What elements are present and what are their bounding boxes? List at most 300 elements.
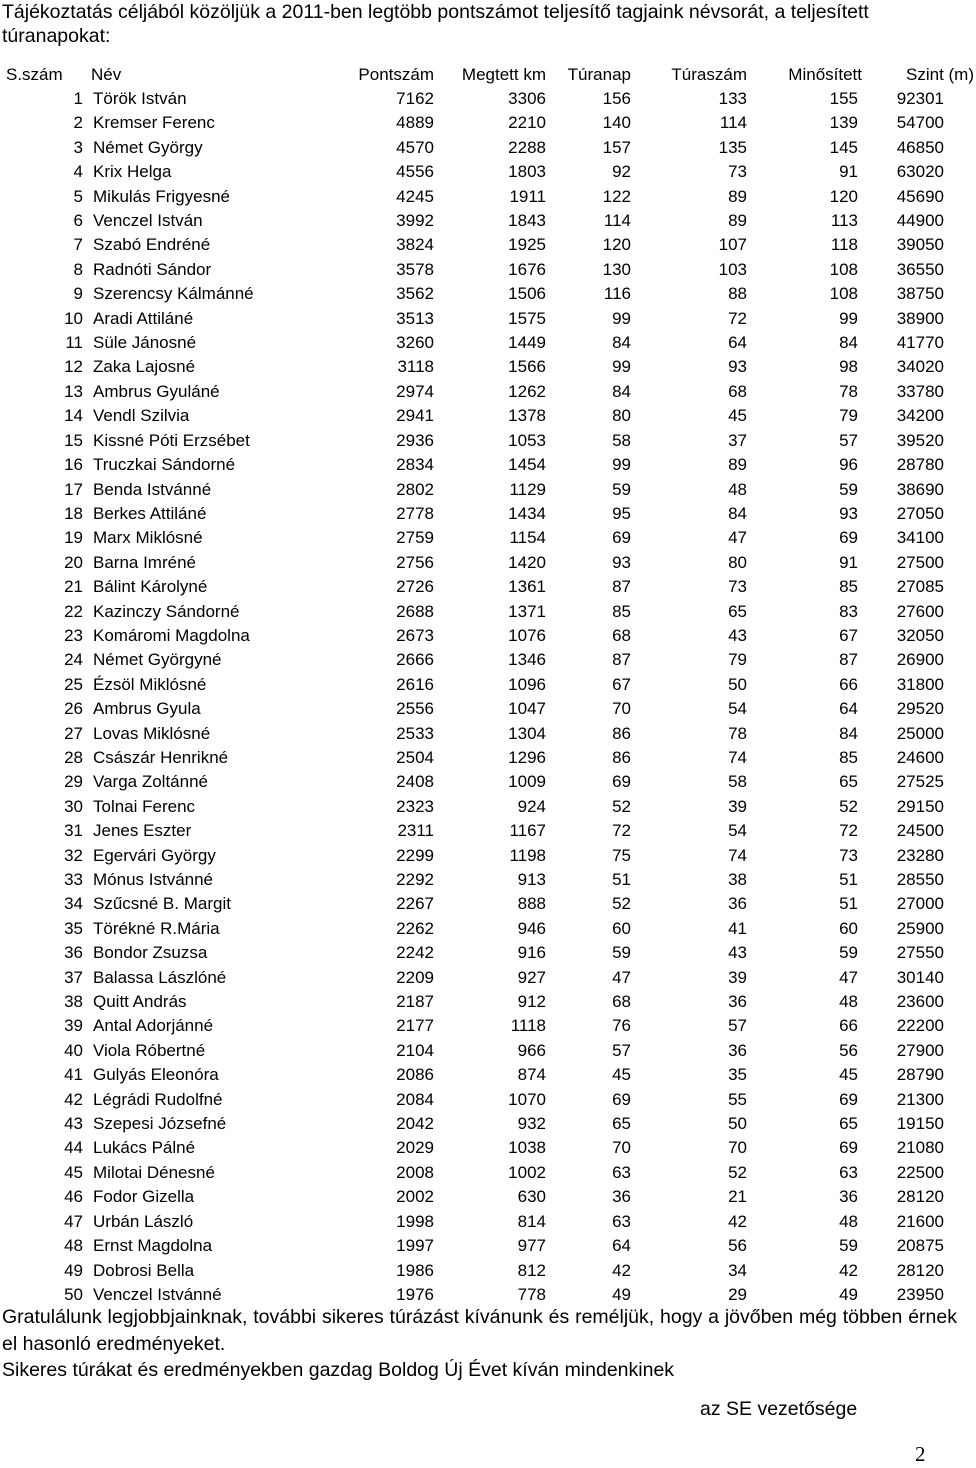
table-row [0,526,976,550]
cell-name: Szerencsy Kálmánné [93,284,254,304]
table-row [0,429,976,453]
cell-elevation: 25900 [896,918,944,938]
cell-qualified: 66 [839,1016,858,1036]
cell-rank: 1 [73,89,83,108]
cell-points: 2759 [396,528,434,548]
cell-qualified: 52 [839,796,858,816]
cell-points: 2504 [396,747,434,767]
cell-rank: 39 [64,1016,83,1036]
cell-km: 888 [517,894,546,914]
cell-km: 1506 [508,284,546,304]
cell-rank: 24 [64,650,83,670]
table-row [0,478,976,502]
cell-qualified: 42 [839,1260,858,1280]
cell-points: 2726 [396,577,434,597]
cell-tour-days: 57 [612,1040,631,1060]
cell-tour-days: 64 [612,1236,631,1256]
table-row [0,502,976,526]
cell-points: 2086 [396,1065,434,1085]
cell-tour-days: 42 [612,1260,631,1280]
cell-name: Jenes Eszter [93,821,192,841]
cell-points: 3562 [396,284,434,304]
cell-tour-count: 88 [728,284,747,304]
cell-points: 2673 [396,625,434,645]
cell-km: 1454 [508,455,546,475]
cell-rank: 20 [64,552,83,572]
table-row [0,844,976,868]
cell-qualified: 91 [839,552,858,572]
cell-elevation: 32050 [896,625,944,645]
cell-km: 1449 [508,333,546,353]
cell-tour-days: 84 [612,333,631,353]
cell-tour-count: 41 [728,918,747,938]
cell-tour-days: 92 [612,162,631,182]
cell-qualified: 108 [829,284,858,304]
cell-tour-days: 60 [612,918,631,938]
cell-elevation: 36550 [896,259,944,279]
cell-km: 1434 [508,503,546,523]
cell-points: 2834 [396,455,434,475]
cell-points: 3513 [396,308,434,328]
cell-km: 814 [517,1211,546,1231]
cell-name: Urbán László [93,1211,194,1231]
cell-elevation: 92301 [896,89,944,108]
cell-tour-count: 68 [728,381,747,401]
cell-tour-days: 140 [602,113,631,133]
cell-rank: 46 [64,1187,83,1207]
cell-points: 1997 [396,1236,434,1256]
cell-points: 2299 [396,845,434,865]
cell-name: Szepesi Józsefné [93,1114,227,1134]
cell-points: 2042 [396,1114,434,1134]
cell-km: 946 [517,918,546,938]
cell-rank: 49 [64,1260,83,1280]
cell-tour-count: 64 [728,333,747,353]
cell-name: Vendl Szilvia [93,406,190,426]
table-row [0,331,976,355]
cell-qualified: 120 [829,186,858,206]
cell-qualified: 69 [839,1138,858,1158]
cell-km: 1262 [508,381,546,401]
cell-name: Truczkai Sándorné [93,455,236,475]
cell-qualified: 85 [839,577,858,597]
cell-tour-days: 93 [612,552,631,572]
cell-tour-days: 36 [612,1187,631,1207]
cell-name: Marx Miklósné [93,528,203,548]
cell-points: 2029 [396,1138,434,1158]
cell-name: Szabó Endréné [93,235,211,255]
cell-tour-days: 51 [612,870,631,889]
cell-elevation: 29520 [896,699,944,719]
table-row [0,746,976,770]
cell-points: 2242 [396,943,434,963]
cell-tour-count: 50 [728,674,747,694]
cell-km: 916 [517,943,546,963]
cell-tour-days: 68 [612,992,631,1012]
cell-rank: 3 [73,137,83,157]
cell-tour-count: 89 [728,211,747,231]
cell-rank: 38 [64,992,83,1012]
cell-elevation: 34020 [896,357,944,377]
cell-tour-count: 21 [728,1187,747,1207]
cell-elevation: 21080 [896,1138,944,1158]
cell-tour-count: 34 [728,1260,747,1280]
cell-points: 2666 [396,650,434,670]
cell-qualified: 69 [839,528,858,548]
cell-tour-days: 116 [603,284,631,304]
cell-rank: 9 [73,284,83,304]
cell-qualified: 59 [839,943,858,963]
cell-points: 2084 [396,1089,434,1109]
cell-elevation: 38900 [896,308,944,328]
cell-elevation: 22500 [896,1162,944,1182]
cell-name: Varga Zoltánné [93,772,208,792]
cell-name: Kissné Póti Erzsébet [93,430,250,450]
cell-elevation: 38690 [896,479,944,499]
cell-km: 1118 [510,1016,546,1036]
table-row [0,1088,976,1112]
cell-tour-count: 39 [728,796,747,816]
cell-name: Viola Róbertné [93,1040,206,1060]
table-row [0,648,976,672]
cell-tour-count: 73 [728,162,747,182]
cell-points: 2323 [396,796,434,816]
table-row [0,185,976,209]
cell-tour-days: 114 [603,211,631,231]
cell-points: 2778 [396,503,434,523]
cell-tour-days: 157 [602,137,631,157]
table-row [0,868,976,892]
cell-rank: 23 [64,625,83,645]
cell-elevation: 24600 [896,747,944,767]
cell-km: 1053 [508,430,546,450]
table-row [0,917,976,941]
cell-rank: 18 [64,503,83,523]
cell-elevation: 24500 [896,821,944,841]
cell-km: 812 [517,1260,546,1280]
cell-km: 1575 [508,308,546,328]
cell-name: Tolnai Ferenc [93,796,196,816]
table-row [0,966,976,990]
table-row [0,258,976,282]
cell-tour-count: 48 [728,479,747,499]
cell-tour-count: 72 [728,308,747,328]
cell-km: 1566 [508,357,546,377]
cell-name: Venczel István [93,211,203,231]
cell-tour-days: 63 [612,1162,631,1182]
cell-name: Quitt András [93,992,187,1012]
cell-tour-count: 36 [728,894,747,914]
cell-elevation: 25000 [896,723,944,743]
cell-rank: 33 [64,870,83,889]
cell-name: Lovas Miklósné [93,723,211,743]
cell-km: 1676 [508,259,546,279]
cell-qualified: 48 [839,1211,858,1231]
cell-points: 2008 [396,1162,434,1182]
cell-km: 1002 [508,1162,546,1182]
cell-tour-days: 72 [612,821,631,841]
cell-name: Antal Adorjánné [93,1016,214,1036]
cell-km: 1009 [508,772,546,792]
cell-name: Bálint Károlyné [93,577,208,597]
header-elevation: Szint (m) [906,65,974,84]
cell-qualified: 45 [839,1065,858,1085]
cell-tour-count: 47 [728,528,747,548]
cell-name: Szűcsné B. Margit [93,894,231,914]
cell-points: 2104 [396,1040,434,1060]
closing-congratulation: Gratulálunk legjobbjainknak, további sikeres túrázást kívánunk és reméljük, hogy a jövőben még többen érnek el hasonló eredményeket. [2,1306,957,1355]
cell-tour-days: 75 [612,845,631,865]
cell-tour-days: 120 [602,235,631,255]
cell-tour-count: 89 [728,186,747,206]
cell-tour-count: 89 [728,455,747,475]
cell-tour-days: 87 [612,577,631,597]
cell-elevation: 41770 [896,333,944,353]
cell-km: 1843 [508,211,546,231]
cell-km: 932 [517,1114,546,1134]
cell-rank: 32 [64,845,83,865]
cell-tour-days: 87 [612,650,631,670]
cell-km: 1129 [509,479,546,499]
cell-km: 1070 [508,1089,546,1109]
cell-rank: 13 [64,381,83,401]
cell-elevation: 54700 [896,113,944,133]
cell-rank: 27 [64,723,83,743]
cell-km: 966 [517,1040,546,1060]
table-row [0,722,976,746]
cell-qualified: 49 [839,1284,858,1304]
cell-elevation: 39520 [896,430,944,450]
cell-rank: 14 [64,406,83,426]
cell-rank: 6 [73,211,83,231]
cell-qualified: 67 [839,625,858,645]
cell-rank: 40 [64,1040,83,1060]
page-number: 2 [915,1442,926,1466]
cell-qualified: 60 [839,918,858,938]
cell-km: 1911 [509,186,546,206]
cell-points: 2209 [396,967,434,987]
cell-points: 4889 [396,113,434,133]
cell-rank: 25 [64,674,83,694]
cell-rank: 21 [64,577,83,597]
cell-name: Bondor Zsuzsa [93,943,208,963]
cell-rank: 42 [64,1089,83,1109]
table-row [0,1161,976,1185]
cell-km: 1378 [508,406,546,426]
cell-rank: 35 [64,918,83,938]
cell-elevation: 28120 [896,1187,944,1207]
cell-elevation: 44900 [896,211,944,231]
cell-qualified: 84 [839,723,858,743]
cell-name: Zaka Lajosné [93,357,196,377]
cell-rank: 26 [64,699,83,719]
cell-rank: 30 [64,796,83,816]
cell-points: 3578 [396,259,434,279]
cell-qualified: 69 [839,1089,858,1109]
header-tour-days: Túranap [567,65,631,84]
cell-km: 778 [517,1284,546,1304]
cell-qualified: 83 [839,601,858,621]
cell-tour-count: 50 [728,1114,747,1134]
table-row [0,819,976,843]
cell-tour-days: 86 [612,747,631,767]
cell-points: 2802 [396,479,434,499]
table-row [0,380,976,404]
cell-tour-count: 135 [718,137,747,157]
cell-tour-days: 70 [612,1138,631,1158]
table-row [0,1234,976,1258]
cell-elevation: 23600 [896,992,944,1012]
cell-km: 1346 [508,650,546,670]
table-row [0,282,976,306]
cell-tour-count: 54 [728,699,747,719]
cell-tour-count: 39 [728,967,747,987]
cell-name: Lukács Pálné [93,1138,196,1158]
cell-qualified: 85 [839,747,858,767]
cell-qualified: 99 [839,308,858,328]
cell-tour-days: 95 [612,503,631,523]
cell-tour-count: 79 [728,650,747,670]
cell-elevation: 31800 [896,674,944,694]
table-row [0,990,976,1014]
cell-elevation: 34200 [896,406,944,426]
cell-points: 2556 [396,699,434,719]
cell-km: 977 [517,1236,546,1256]
cell-name: Mónus Istvánné [93,870,214,889]
cell-points: 2533 [396,723,434,743]
cell-points: 2262 [396,918,434,938]
cell-km: 1803 [508,162,546,182]
header-km: Megtett km [461,65,546,84]
cell-qualified: 65 [839,772,858,792]
cell-km: 924 [517,796,546,816]
cell-tour-days: 59 [612,943,631,963]
cell-elevation: 27500 [896,552,944,572]
table-row [0,941,976,965]
cell-tour-days: 99 [612,357,631,377]
cell-km: 1154 [509,528,546,548]
cell-tour-days: 69 [612,772,631,792]
cell-elevation: 27600 [896,601,944,621]
cell-name: Balassa Lászlóné [93,967,227,987]
cell-rank: 19 [64,528,83,548]
cell-km: 1304 [508,723,546,743]
cell-elevation: 27085 [896,577,944,597]
cell-tour-count: 114 [719,113,747,133]
cell-tour-days: 45 [612,1065,631,1085]
cell-qualified: 73 [839,845,858,865]
cell-elevation: 27000 [896,894,944,914]
cell-name: Benda Istvánné [93,479,212,499]
cell-rank: 43 [64,1114,83,1134]
cell-points: 2187 [396,992,434,1012]
cell-tour-count: 36 [728,1040,747,1060]
cell-name: Aradi Attiláné [93,308,194,328]
cell-tour-count: 37 [728,430,747,450]
cell-points: 2267 [396,894,434,914]
cell-tour-count: 42 [728,1211,747,1231]
cell-km: 1371 [508,601,546,621]
cell-km: 1038 [508,1138,546,1158]
cell-name: Radnóti Sándor [93,259,212,279]
cell-elevation: 39050 [896,235,944,255]
table-row [0,795,976,819]
cell-points: 2688 [396,601,434,621]
cell-rank: 4 [73,162,83,182]
cell-qualified: 48 [839,992,858,1012]
cell-km: 1167 [509,821,546,841]
cell-tour-count: 43 [728,943,747,963]
cell-km: 1296 [508,747,546,767]
table-row [0,600,976,624]
cell-elevation: 27050 [896,503,944,523]
cell-name: Légrádi Rudolfné [93,1089,223,1109]
cell-elevation: 21600 [896,1211,944,1231]
cell-tour-days: 68 [612,625,631,645]
cell-rank: 11 [65,333,83,353]
cell-tour-count: 54 [728,821,747,841]
cell-points: 1986 [396,1260,434,1280]
header-qualified: Minősített [788,65,862,84]
cell-rank: 15 [64,430,83,450]
cell-points: 2616 [396,674,434,694]
table-body [0,87,976,1307]
cell-elevation: 46850 [896,137,944,157]
cell-elevation: 23950 [896,1284,944,1304]
cell-tour-days: 58 [612,430,631,450]
cell-elevation: 27550 [896,943,944,963]
cell-name: Süle Jánosné [93,333,197,353]
table-row [0,1185,976,1209]
cell-tour-days: 122 [602,186,631,206]
cell-points: 1998 [396,1211,434,1231]
cell-km: 1361 [508,577,546,597]
cell-rank: 22 [64,601,83,621]
table-row [0,307,976,331]
cell-elevation: 27525 [896,772,944,792]
cell-name: Barna Imréné [93,552,196,572]
cell-tour-count: 55 [728,1089,747,1109]
cell-qualified: 51 [839,870,858,889]
cell-km: 3306 [508,89,546,108]
cell-tour-days: 99 [612,308,631,328]
cell-qualified: 87 [839,650,858,670]
header-points: Pontszám [358,65,434,84]
table-row [0,87,976,111]
cell-rank: 12 [64,357,83,377]
cell-qualified: 91 [839,162,858,182]
cell-qualified: 51 [839,894,858,914]
cell-name: Német György [93,137,203,157]
cell-tour-days: 69 [612,1089,631,1109]
cell-qualified: 118 [830,235,858,255]
cell-elevation: 22200 [896,1016,944,1036]
table-row [0,697,976,721]
cell-elevation: 45690 [896,186,944,206]
cell-tour-count: 52 [728,1162,747,1182]
cell-elevation: 21300 [896,1089,944,1109]
cell-tour-days: 52 [612,894,631,914]
cell-tour-days: 52 [612,796,631,816]
cell-points: 2974 [396,381,434,401]
cell-tour-count: 103 [718,259,747,279]
table-row [0,1136,976,1160]
cell-name: Török István [93,89,187,108]
cell-rank: 16 [64,455,83,475]
table-row [0,1063,976,1087]
cell-tour-count: 58 [728,772,747,792]
cell-km: 1420 [508,552,546,572]
